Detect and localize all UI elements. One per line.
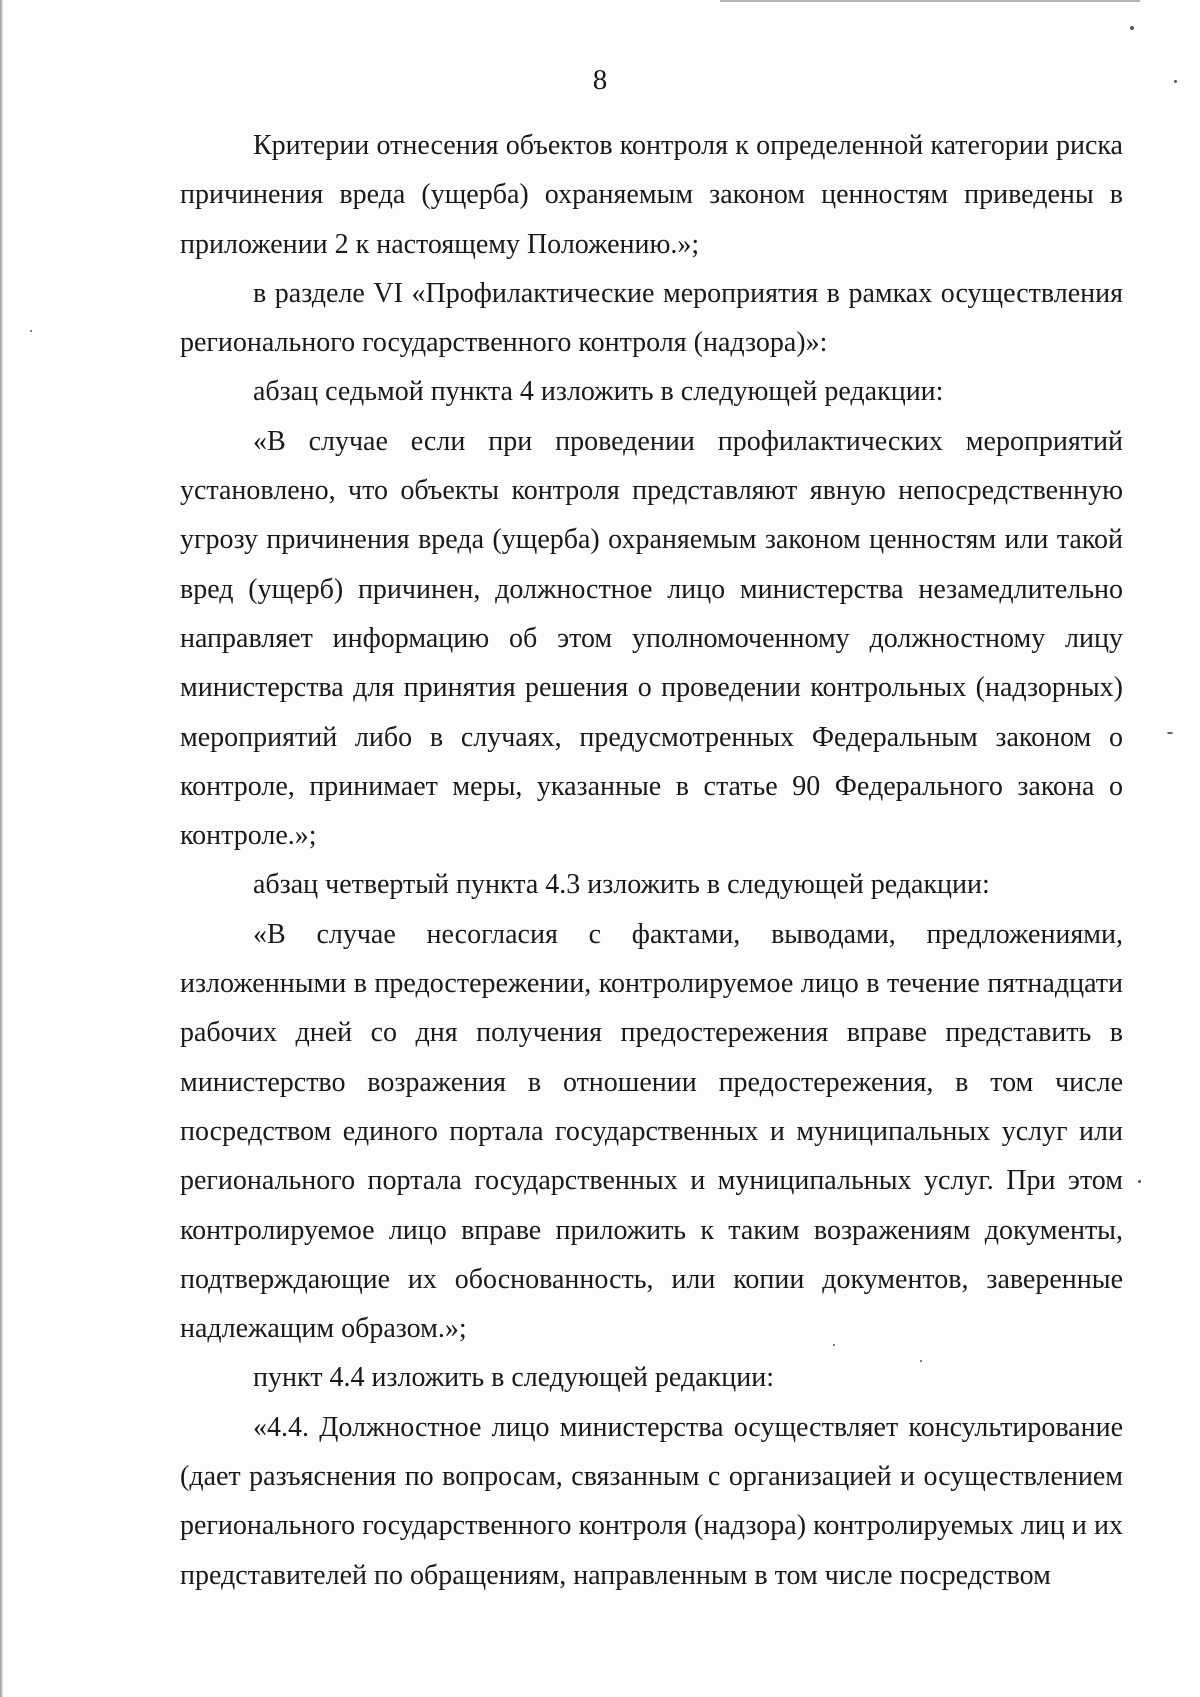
paragraph: «В случае несогласия с фактами, выводами, предложениями, изложенными в предостережении, контролируемое лицо в течение пятнадцати рабочих дней со дня получения предостережения вправе представить в министерство возражения в отношении предостережения, в том числе посредством единого портала государственных и муниципальных услуг или регионального портала государственных и муниципальных услуг. При этом контролируемое лицо вправе приложить к таким возражениям документы, подтверждающие их обоснованность, или копии документов, заверенные надлежащим образом.»; (180, 918, 1123, 1345)
paragraph: абзац четвертый пункта 4.3 изложить в следующей редакции: (253, 869, 990, 901)
paragraph: пункт 4.4 изложить в следующей редакции: (253, 1362, 774, 1394)
scan-speck (1138, 1180, 1141, 1183)
paragraph: абзац седьмой пункта 4 изложить в следующей редакции: (253, 376, 944, 408)
document-body (180, 121, 1123, 1600)
page-number: 8 (592, 64, 608, 96)
paragraph: Критерии отнесения объектов контроля к определенной категории риска причинения вреда (ущерба) охраняемым законом ценностям приведены в приложении 2 к настоящему Положению.»; (180, 130, 1123, 260)
scan-speck (30, 330, 32, 332)
scan-edge-left (0, 0, 3, 1697)
paragraph: в разделе VI «Профилактические мероприятия в рамках осуществления регионального государственного контроля (надзора)»: (180, 277, 1123, 359)
paragraph: «4.4. Должностное лицо министерства осуществляет консультирование (дает разъяснения по вопросам, связанным с организацией и осуществлением регионального государственного контроля (надзора) контролируемых лиц и их представителей по обращениям, направленным в том числе посредством (180, 1411, 1123, 1591)
scan-speck (1167, 732, 1173, 734)
paragraph: «В случае если при проведении профилактических мероприятий установлено, что объекты контроля представляют явную непосредственную угрозу причинения вреда (ущерба) охраняемым законом ценностям или такой вред (ущерб) причинен, должностное лицо министерства незамедлительно направляет информацию об этом уполномоченному должностному лицу министерства для принятия решения о проведении контрольных (надзорных) мероприятий либо в случаях, предусмотренных Федеральным законом о контроле, принимает меры, указанные в статье 90 Федерального закона о контроле.»; (180, 425, 1123, 852)
scan-speck (1130, 26, 1134, 30)
scan-edge-top (720, 0, 1140, 2)
